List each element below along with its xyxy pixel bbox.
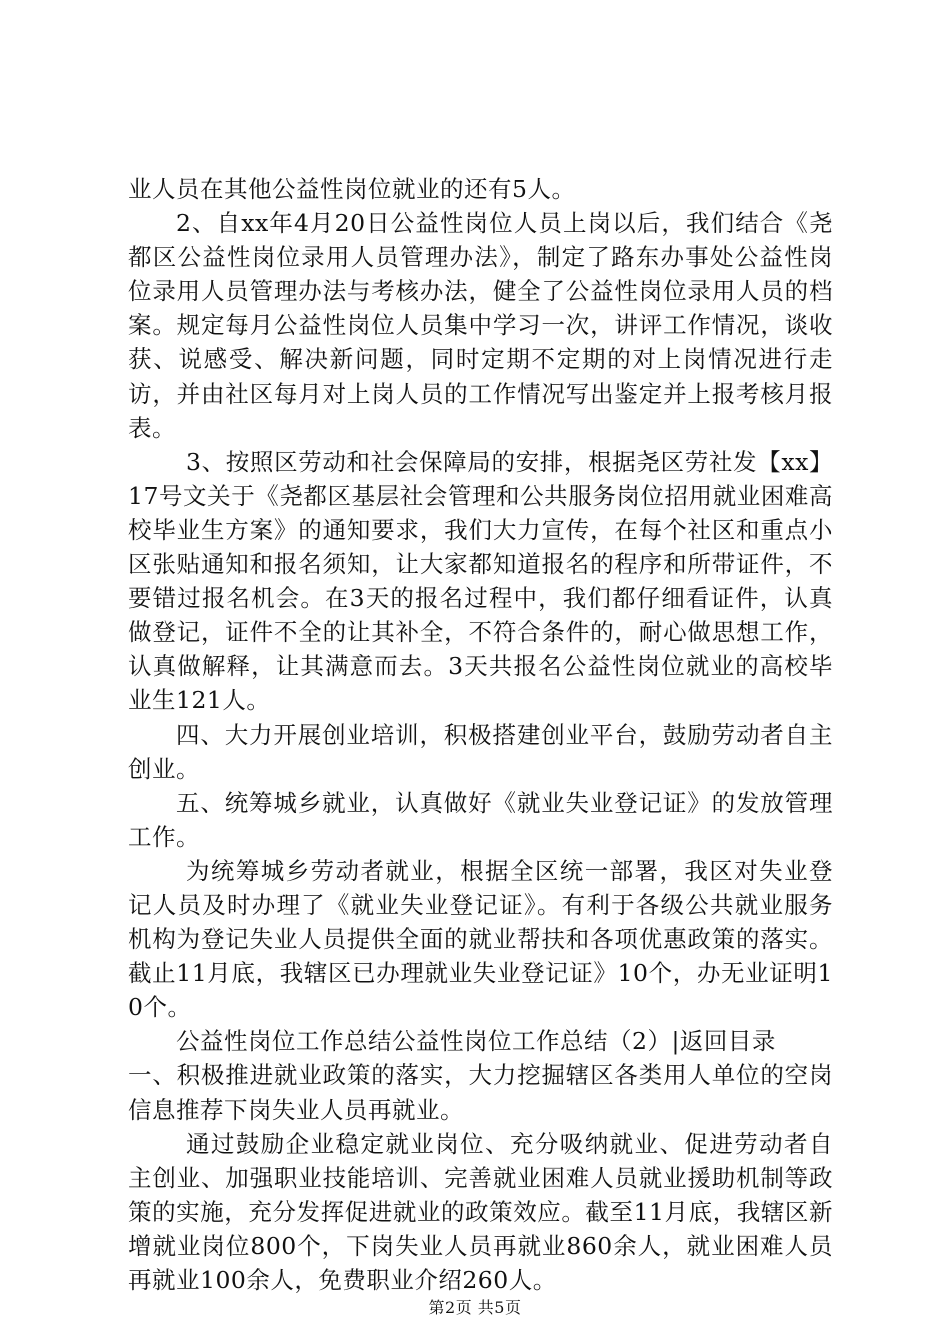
section-heading-1: 一、积极推进就业政策的落实，大力挖掘辖区各类用人单位的空岗信息推荐下岗失业人员再就业。 [128,1061,833,1124]
paragraph-registration: 为统筹城乡劳动者就业，根据全区统一部署，我区对失业登记人员及时办理了《就业失业登记证》。有利于各级公共就业服务机构为登记失业人员提供全面的就业帮扶和各项优惠政策的落实。截止11月底，我辖区已办理就业失业登记证》10个，办无业证明10个。 [128,856,833,1022]
paragraph-toc-link: 公益性岗位工作总结公益性岗位工作总结（2）|返回目录 [176,1027,776,1056]
section-heading-5: 五、统筹城乡就业，认真做好《就业失业登记证》的发放管理工作。 [128,788,833,851]
paragraph-item-3: 3、按照区劳动和社会保障局的安排，根据尧区劳社发【xx】17号文关于《尧都区基层社会管理和公共服务岗位招用就业困难高校毕业生方案》的通知要求，我们大力宣传，在每个社区和重点小区张贴通知和报名须知，让大家都知道报名的程序和所带证件，不要错过报名机会。在3天的报名过程中，我们都仔细看证件，认真做登记，证件不全的让其补全，不符合条件的，耐心做思想工作，认真做解释，让其满意而去。3天共报名公益性岗位就业的高校毕业生121人。 [128,447,833,715]
document-body [128,172,833,1297]
section-heading-4: 四、大力开展创业培训，积极搭建创业平台，鼓励劳动者自主创业。 [128,720,833,783]
page-footer: 第2页 共5页 [428,1298,522,1317]
paragraph-item-2: 2、自xx年4月20日公益性岗位人员上岗以后，我们结合《尧都区公益性岗位录用人员管理办法》，制定了路东办事处公益性岗位录用人员管理办法与考核办法，健全了公益性岗位录用人员的档案。规定每月公益性岗位人员集中学习一次，讲评工作情况，谈收获、说感受、解决新问题，同时定期不定期的对上岗情况进行走访，并由社区每月对上岗人员的工作情况写出鉴定并上报考核月报表。 [128,209,833,442]
paragraph-continuation: 业人员在其他公益性岗位就业的还有5人。 [128,175,576,203]
paragraph-employment-policy: 通过鼓励企业稳定就业岗位、充分吸纳就业、促进劳动者自主创业、加强职业技能培训、完善就业困难人员就业援助机制等政策的实施，充分发挥促进就业的政策效应。截至11月底，我辖区新增就业岗位800个，下岗失业人员再就业860余人，就业困难人员再就业100余人，免费职业介绍260人。 [128,1129,833,1294]
